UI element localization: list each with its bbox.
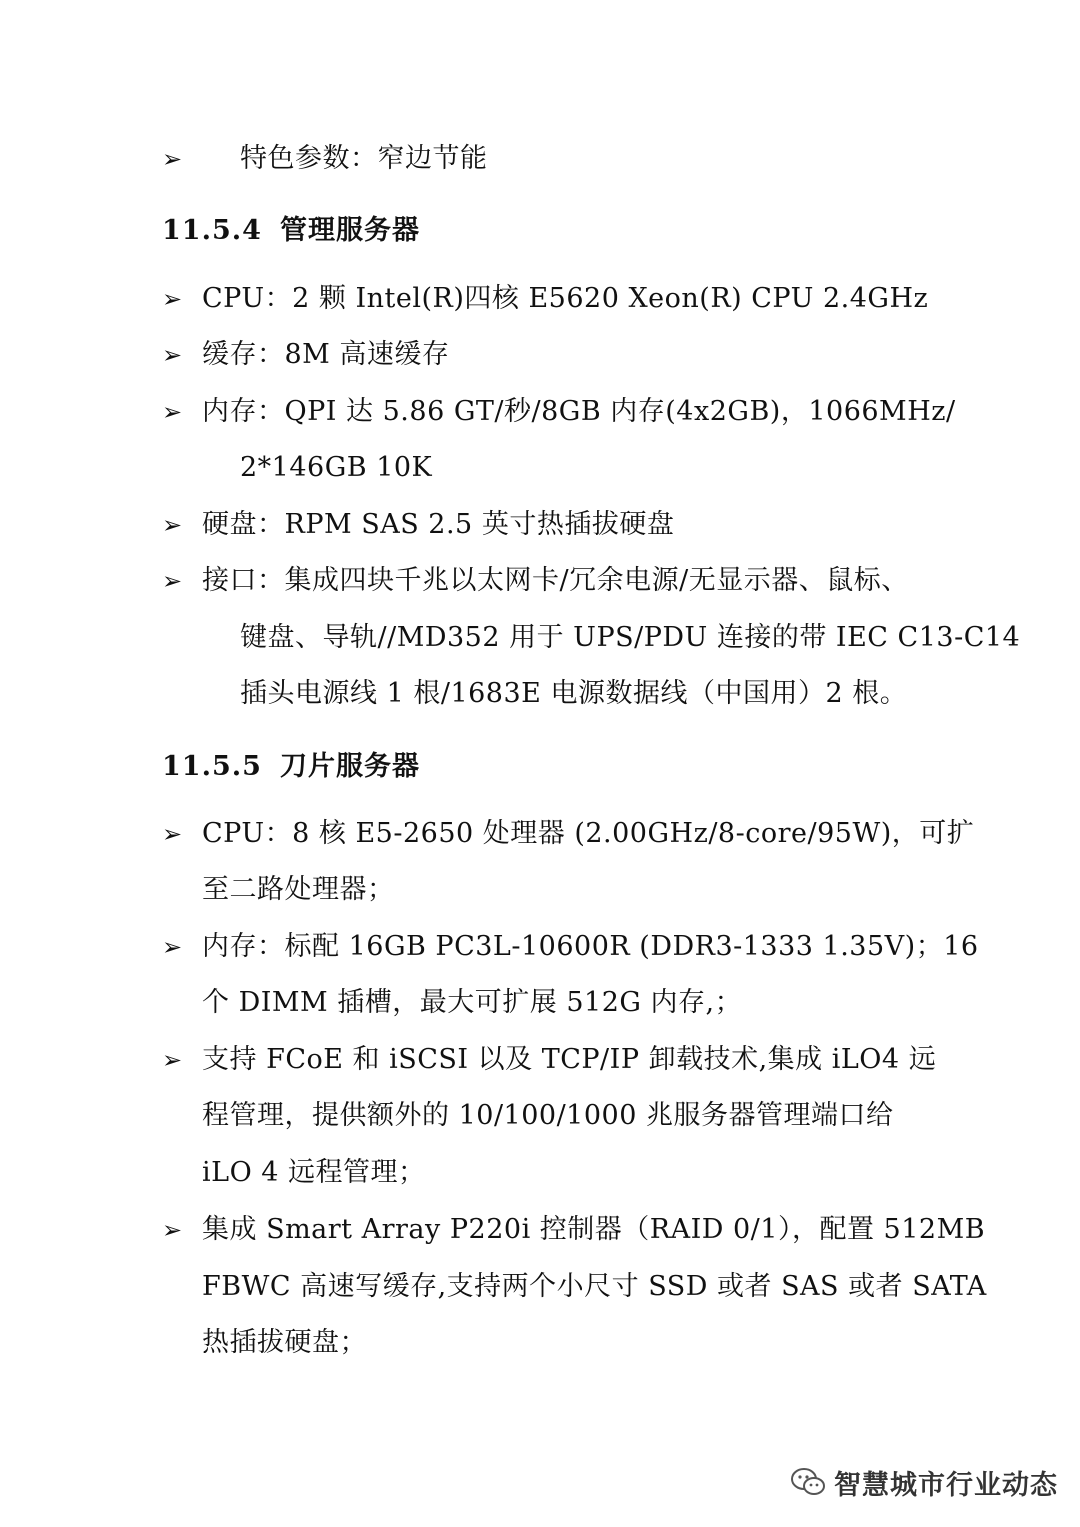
bullet-icon: ➢ <box>162 933 183 961</box>
mgmt-cache-line: 缓存：8M 高速缓存 <box>202 339 450 370</box>
bullet-icon: ➢ <box>162 820 183 848</box>
section-number: 11.5.4 <box>162 215 262 246</box>
mgmt-memory-line: 内存：QPI 达 5.86 GT/秒/8GB 内存(4x2GB)，1066MHz/ <box>202 396 956 427</box>
blade-raid-line: 集成 Smart Array P220i 控制器（RAID 0/1），配置 512MB <box>202 1214 986 1245</box>
blade-memory-line: 内存：标配 16GB PC3L-10600R (DDR3-1333 1.35V)；16 <box>202 931 979 962</box>
bullet-icon: ➢ <box>162 1046 183 1074</box>
blade-raid-line-cont: FBWC 高速写缓存,支持两个小尺寸 SSD 或者 SAS 或者 SATA <box>202 1271 987 1302</box>
watermark-text: 智慧城市行业动态 <box>834 1469 1058 1501</box>
bullet-icon: ➢ <box>162 511 183 539</box>
section-title: 刀片服务器 <box>280 751 420 782</box>
feature-line: 特色参数：窄边节能 <box>240 143 488 174</box>
mgmt-memory-line-cont: 2*146GB 10K <box>240 452 433 483</box>
section-title: 管理服务器 <box>280 215 420 246</box>
mgmt-disk-line: 硬盘：RPM SAS 2.5 英寸热插拔硬盘 <box>202 509 675 540</box>
blade-raid-line-cont: 热插拔硬盘； <box>202 1327 367 1358</box>
bullet-icon: ➢ <box>162 567 183 595</box>
blade-cpu-line-cont: 至二路处理器； <box>202 874 395 905</box>
mgmt-port-line-cont: 插头电源线 1 根/1683E 电源数据线（中国用）2 根。 <box>240 678 908 709</box>
watermark <box>790 1462 1058 1502</box>
bullet-icon: ➢ <box>162 341 183 369</box>
bullet-icon: ➢ <box>162 398 183 426</box>
section-heading-mgmt <box>162 214 420 248</box>
bullet-icon: ➢ <box>162 145 183 173</box>
mgmt-port-line-cont: 键盘、导轨//MD352 用于 UPS/PDU 连接的带 IEC C13-C14 <box>240 622 1021 653</box>
blade-fcoe-line-cont: 程管理，提供额外的 10/100/1000 兆服务器管理端口给 <box>202 1100 894 1131</box>
bullet-icon: ➢ <box>162 1216 183 1244</box>
blade-fcoe-line: 支持 FCoE 和 iSCSI 以及 TCP/IP 卸载技术,集成 iLO4 远 <box>202 1044 937 1075</box>
mgmt-cpu-line: CPU：2 颗 Intel(R)四核 E5620 Xeon(R) CPU 2.4GHz <box>202 283 929 314</box>
bullet-icon: ➢ <box>162 285 183 313</box>
mgmt-port-line: 接口：集成四块千兆以太网卡/冗余电源/无显示器、鼠标、 <box>202 565 909 596</box>
blade-memory-line-cont: 个 DIMM 插槽，最大可扩展 512G 内存,； <box>202 987 743 1018</box>
blade-cpu-line: CPU：8 核 E5-2650 处理器 (2.00GHz/8-core/95W)，可扩 <box>202 818 975 849</box>
section-heading-blade <box>162 750 420 784</box>
section-number: 11.5.5 <box>162 751 262 782</box>
blade-fcoe-line-cont: iLO 4 远程管理； <box>202 1157 426 1188</box>
wechat-icon <box>790 1467 826 1497</box>
